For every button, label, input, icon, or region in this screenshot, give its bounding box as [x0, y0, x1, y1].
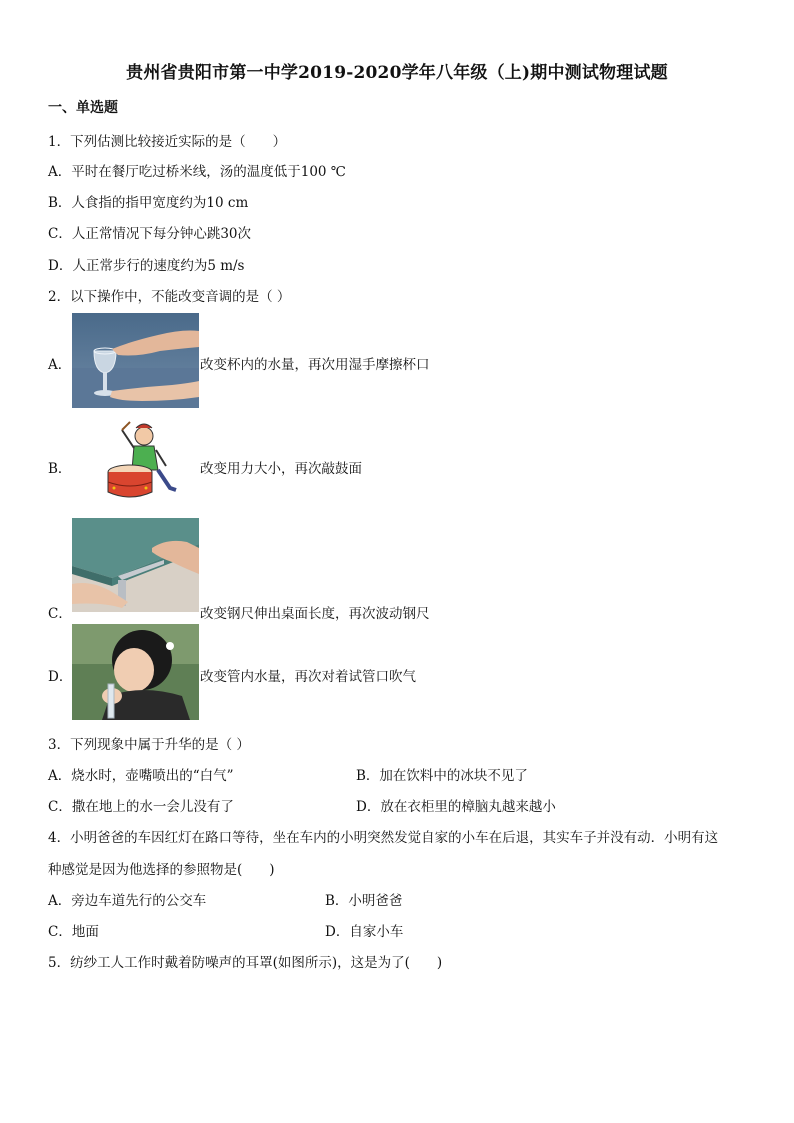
q4-option-c: C．地面	[48, 924, 99, 940]
q2-option-d-text: 改变管内水量，再次对着试管口吹气	[200, 669, 416, 685]
q4-option-a: A．旁边车道先行的公交车	[48, 893, 207, 909]
q2-option-b-label: B．	[48, 461, 72, 477]
q1-stem: 1．下列估测比较接近实际的是（ ）	[48, 134, 287, 150]
q3-option-b: B．加在饮料中的冰块不见了	[356, 768, 528, 784]
q3-option-a: A．烧水时，壶嘴喷出的“白气”	[48, 768, 234, 784]
q4-stem-line2: 种感觉是因为他选择的参照物是( )	[48, 862, 275, 878]
q1-option-a: A．平时在餐厅吃过桥米线，汤的温度低于100 ℃	[48, 164, 346, 180]
q4-option-d: D．自家小车	[325, 924, 404, 940]
girl-blowing-tube-image	[72, 624, 199, 720]
q3-stem: 3．下列现象中属于升华的是（ ）	[48, 737, 250, 753]
q1-option-c: C．人正常情况下每分钟心跳30次	[48, 226, 252, 242]
q1-option-d: D．人正常步行的速度约为5 m/s	[48, 258, 245, 274]
page-title: 贵州省贵阳市第一中学2019-2020学年八年级（上)期中测试物理试题	[126, 63, 668, 83]
q4-stem-line1: 4．小明爸爸的车因红灯在路口等待，坐在车内的小明突然发觉自家的小车在后退，其实车子并没有动．小明有这	[48, 830, 719, 846]
steel-ruler-image	[72, 518, 199, 612]
section-heading: 一、单选题	[48, 100, 118, 116]
q3-option-d: D．放在衣柜里的樟脑丸越来越小	[356, 799, 556, 815]
q5-stem: 5．纺纱工人工作时戴着防噪声的耳罩(如图所示)，这是为了( )	[48, 955, 443, 971]
glass-rubbing-image	[72, 313, 199, 408]
q2-option-d-label: D．	[48, 669, 73, 685]
q3-option-c: C．撒在地上的水一会儿没有了	[48, 799, 234, 815]
q2-option-c-text: 改变钢尺伸出桌面长度，再次波动钢尺	[200, 606, 430, 622]
q2-option-a-label: A．	[48, 357, 72, 373]
drum-image	[100, 418, 180, 503]
q2-option-a-text: 改变杯内的水量，再次用湿手摩擦杯口	[200, 357, 430, 373]
q4-option-b: B．小明爸爸	[325, 893, 403, 909]
q1-option-b: B．人食指的指甲宽度约为10 cm	[48, 195, 249, 211]
q2-option-b-text: 改变用力大小，再次敲鼓面	[200, 461, 362, 477]
q2-option-c-label: C．	[48, 606, 72, 622]
q2-stem: 2．以下操作中，不能改变音调的是（ ）	[48, 289, 291, 305]
